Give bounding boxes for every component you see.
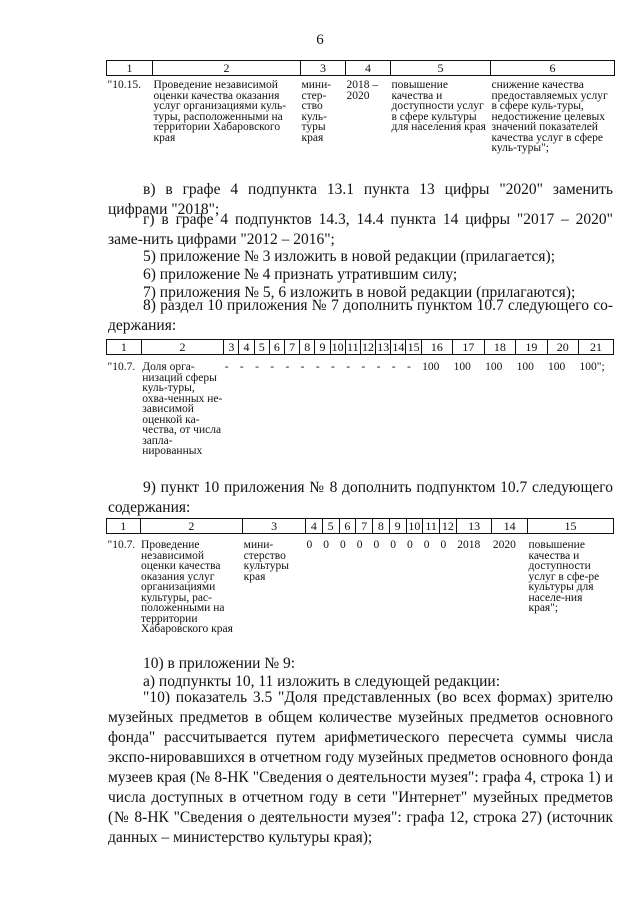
row-value: 100 bbox=[453, 361, 471, 373]
header-cell: 7 bbox=[356, 519, 373, 534]
header-cell: 5 bbox=[391, 61, 491, 76]
row-number: "10.15. bbox=[107, 79, 141, 91]
header-cell: 14 bbox=[392, 339, 405, 354]
row-value: 100 bbox=[422, 361, 440, 373]
row-result: повышение качества и доступности услуг в сфе-ре культуры для населе-ния края"; bbox=[528, 539, 600, 614]
header-cell: 15 bbox=[527, 519, 613, 534]
row-value: - bbox=[361, 361, 366, 373]
row-consequence: снижение качества предоставляемых услуг в сфере куль-туры, недостижение целевых значений показателей качества услуг в сфере куль-туры"; bbox=[491, 79, 608, 154]
row-value: 100 bbox=[516, 361, 534, 373]
row-value: 0 bbox=[423, 539, 430, 551]
header-cell: 4 bbox=[306, 519, 323, 534]
header-cell: 6 bbox=[269, 340, 284, 355]
row-value: 0 bbox=[340, 539, 346, 551]
row-result: повышение качества и доступности услуг в сфере культуры для населения края bbox=[391, 79, 486, 133]
row-value: - bbox=[285, 361, 290, 373]
row-value: 0 bbox=[306, 539, 313, 551]
header-cell: 7 bbox=[284, 340, 299, 355]
header-cell: 3 bbox=[224, 340, 239, 355]
table-header-row bbox=[107, 340, 614, 355]
header-cell: 4 bbox=[346, 61, 391, 76]
header-cell: 14 bbox=[492, 519, 528, 534]
table-activity-10-7 bbox=[106, 518, 614, 635]
row-executor: мини-стер-ство куль-туры края bbox=[301, 79, 332, 144]
row-activity: Проведение независимой оценки качества оказания услуг организациями культуры, рас-положенными на территории Хабаровского края bbox=[141, 539, 233, 635]
table-activity-10-15 bbox=[106, 60, 615, 154]
header-cell: 5 bbox=[254, 340, 269, 355]
paragraph-10a: а) подпункты 10, 11 изложить в следующей редакции: bbox=[143, 673, 501, 690]
row-indicator: Доля орга-низаций сферы куль-туры, охва-ченных не-зависимой оценкой ка-чества, от числа запла-нированных bbox=[142, 361, 223, 457]
paragraph-indicator-3-5: "10) показатель 3.5 "Доля представленных (во всех формах) зрителю музейных предметов в общем количестве музейных предметов основного фонда" рассчитывается путем арифметического пересчета суммы числа экспо-нировавшихся в отчетном году музейных предметов основного фонда музеев края (№ 8-НК "Сведения о деятельности музея": графа 4, строка 1) и числа доступных в отчетном году в сети "Интернет" музейных предметов (№ 8-НК "Сведения о деятельности музея": графа 12, строка 27) (источник данных – министерство культуры края); bbox=[108, 689, 613, 846]
header-cell: 1 bbox=[107, 340, 142, 355]
row-value: - bbox=[315, 361, 320, 373]
header-cell: 4 bbox=[239, 340, 254, 355]
header-cell: 2 bbox=[153, 61, 301, 76]
row-year-start: 2018 bbox=[457, 539, 481, 551]
header-cell: 18 bbox=[484, 340, 515, 355]
row-value: - bbox=[270, 361, 275, 373]
table-header-row bbox=[107, 519, 614, 534]
header-cell: 11 bbox=[423, 519, 440, 534]
paragraph-7: 7) приложения № 5, 6 изложить в новой редакции (прилагаются); bbox=[143, 284, 576, 301]
row-value: - bbox=[224, 361, 229, 373]
row-value: 0 bbox=[323, 539, 330, 551]
row-value: - bbox=[376, 361, 381, 373]
row-activity: Проведение независимой оценки качества оказания услуг организациями куль-туры, расположенными на территории Хабаровского края bbox=[153, 79, 287, 144]
header-cell: 5 bbox=[322, 519, 339, 534]
header-cell: 20 bbox=[547, 340, 578, 355]
table-indicator-10-7 bbox=[106, 339, 614, 457]
row-value: 100 bbox=[548, 361, 566, 373]
table-row bbox=[107, 76, 615, 154]
header-cell: 9 bbox=[389, 519, 406, 534]
table-row bbox=[107, 534, 614, 635]
paragraph-9: 9) пункт 10 приложения № 8 дополнить подпунктом 10.7 следующего содержания: bbox=[108, 479, 613, 516]
paragraph-10: 10) в приложении № 9: bbox=[143, 655, 296, 672]
header-cell: 12 bbox=[362, 339, 375, 354]
row-number: "10.7. bbox=[107, 361, 136, 373]
table-row bbox=[107, 355, 614, 457]
row-value: - bbox=[300, 361, 305, 373]
header-cell: 10 bbox=[331, 339, 344, 354]
header-cell: 15 bbox=[407, 339, 420, 354]
row-executor: мини-стерство культуры края bbox=[243, 539, 289, 583]
paragraph-g: г) в графе 4 подпунктов 14.3, 14.4 пункта 14 цифры "2017 – 2020" заме-нить цифрами "2012 – 2016"; bbox=[108, 211, 613, 248]
paragraph-8: 8) раздел 10 приложения № 7 дополнить пунктом 10.7 следующего со-держания: bbox=[108, 297, 613, 334]
header-cell: 13 bbox=[377, 339, 390, 354]
header-cell: 8 bbox=[373, 519, 390, 534]
row-value: - bbox=[391, 361, 396, 373]
header-cell: 19 bbox=[516, 340, 547, 355]
row-value: - bbox=[406, 361, 411, 373]
paragraph-v: в) в графе 4 подпункта 13.1 пункта 13 цифры "2020" заменить цифрами "2018"; bbox=[108, 181, 613, 218]
page-number: 6 bbox=[316, 32, 324, 48]
row-value: - bbox=[331, 361, 335, 373]
row-year-end: 2020 bbox=[492, 539, 516, 551]
header-cell: 13 bbox=[456, 519, 492, 534]
header-cell: 21 bbox=[579, 340, 614, 355]
row-value: - bbox=[255, 361, 259, 373]
row-value: 0 bbox=[373, 539, 380, 551]
header-cell: 1 bbox=[107, 519, 141, 534]
header-cell: 6 bbox=[491, 61, 615, 76]
header-cell: 8 bbox=[300, 340, 315, 355]
header-cell: 9 bbox=[315, 340, 330, 355]
row-value: - bbox=[239, 361, 244, 373]
header-cell: 6 bbox=[339, 519, 356, 534]
header-cell: 3 bbox=[243, 519, 306, 534]
row-value: - bbox=[346, 361, 351, 373]
row-period: 2018 – 2020 bbox=[346, 79, 379, 102]
header-cell: 1 bbox=[107, 61, 153, 76]
row-value: 0 bbox=[407, 539, 413, 551]
header-cell: 10 bbox=[406, 519, 423, 534]
header-cell: 11 bbox=[347, 339, 359, 354]
header-cell: 17 bbox=[453, 340, 484, 355]
header-cell: 3 bbox=[301, 61, 346, 76]
header-cell: 2 bbox=[140, 519, 243, 534]
row-value: 0 bbox=[356, 539, 363, 551]
row-number: "10.7. bbox=[107, 539, 136, 551]
paragraph-5: 5) приложение № 3 изложить в новой редакции (прилагается); bbox=[143, 248, 556, 265]
header-cell: 2 bbox=[141, 340, 224, 355]
paragraph-6: 6) приложение № 4 признать утратившим силу; bbox=[143, 266, 458, 283]
row-value: 100 bbox=[485, 361, 503, 373]
header-cell: 16 bbox=[421, 340, 452, 355]
row-value: 0 bbox=[390, 539, 397, 551]
table-header-row bbox=[107, 61, 615, 76]
header-cell: 12 bbox=[440, 519, 457, 534]
row-value: 100"; bbox=[579, 361, 605, 373]
row-value: 0 bbox=[440, 539, 447, 551]
